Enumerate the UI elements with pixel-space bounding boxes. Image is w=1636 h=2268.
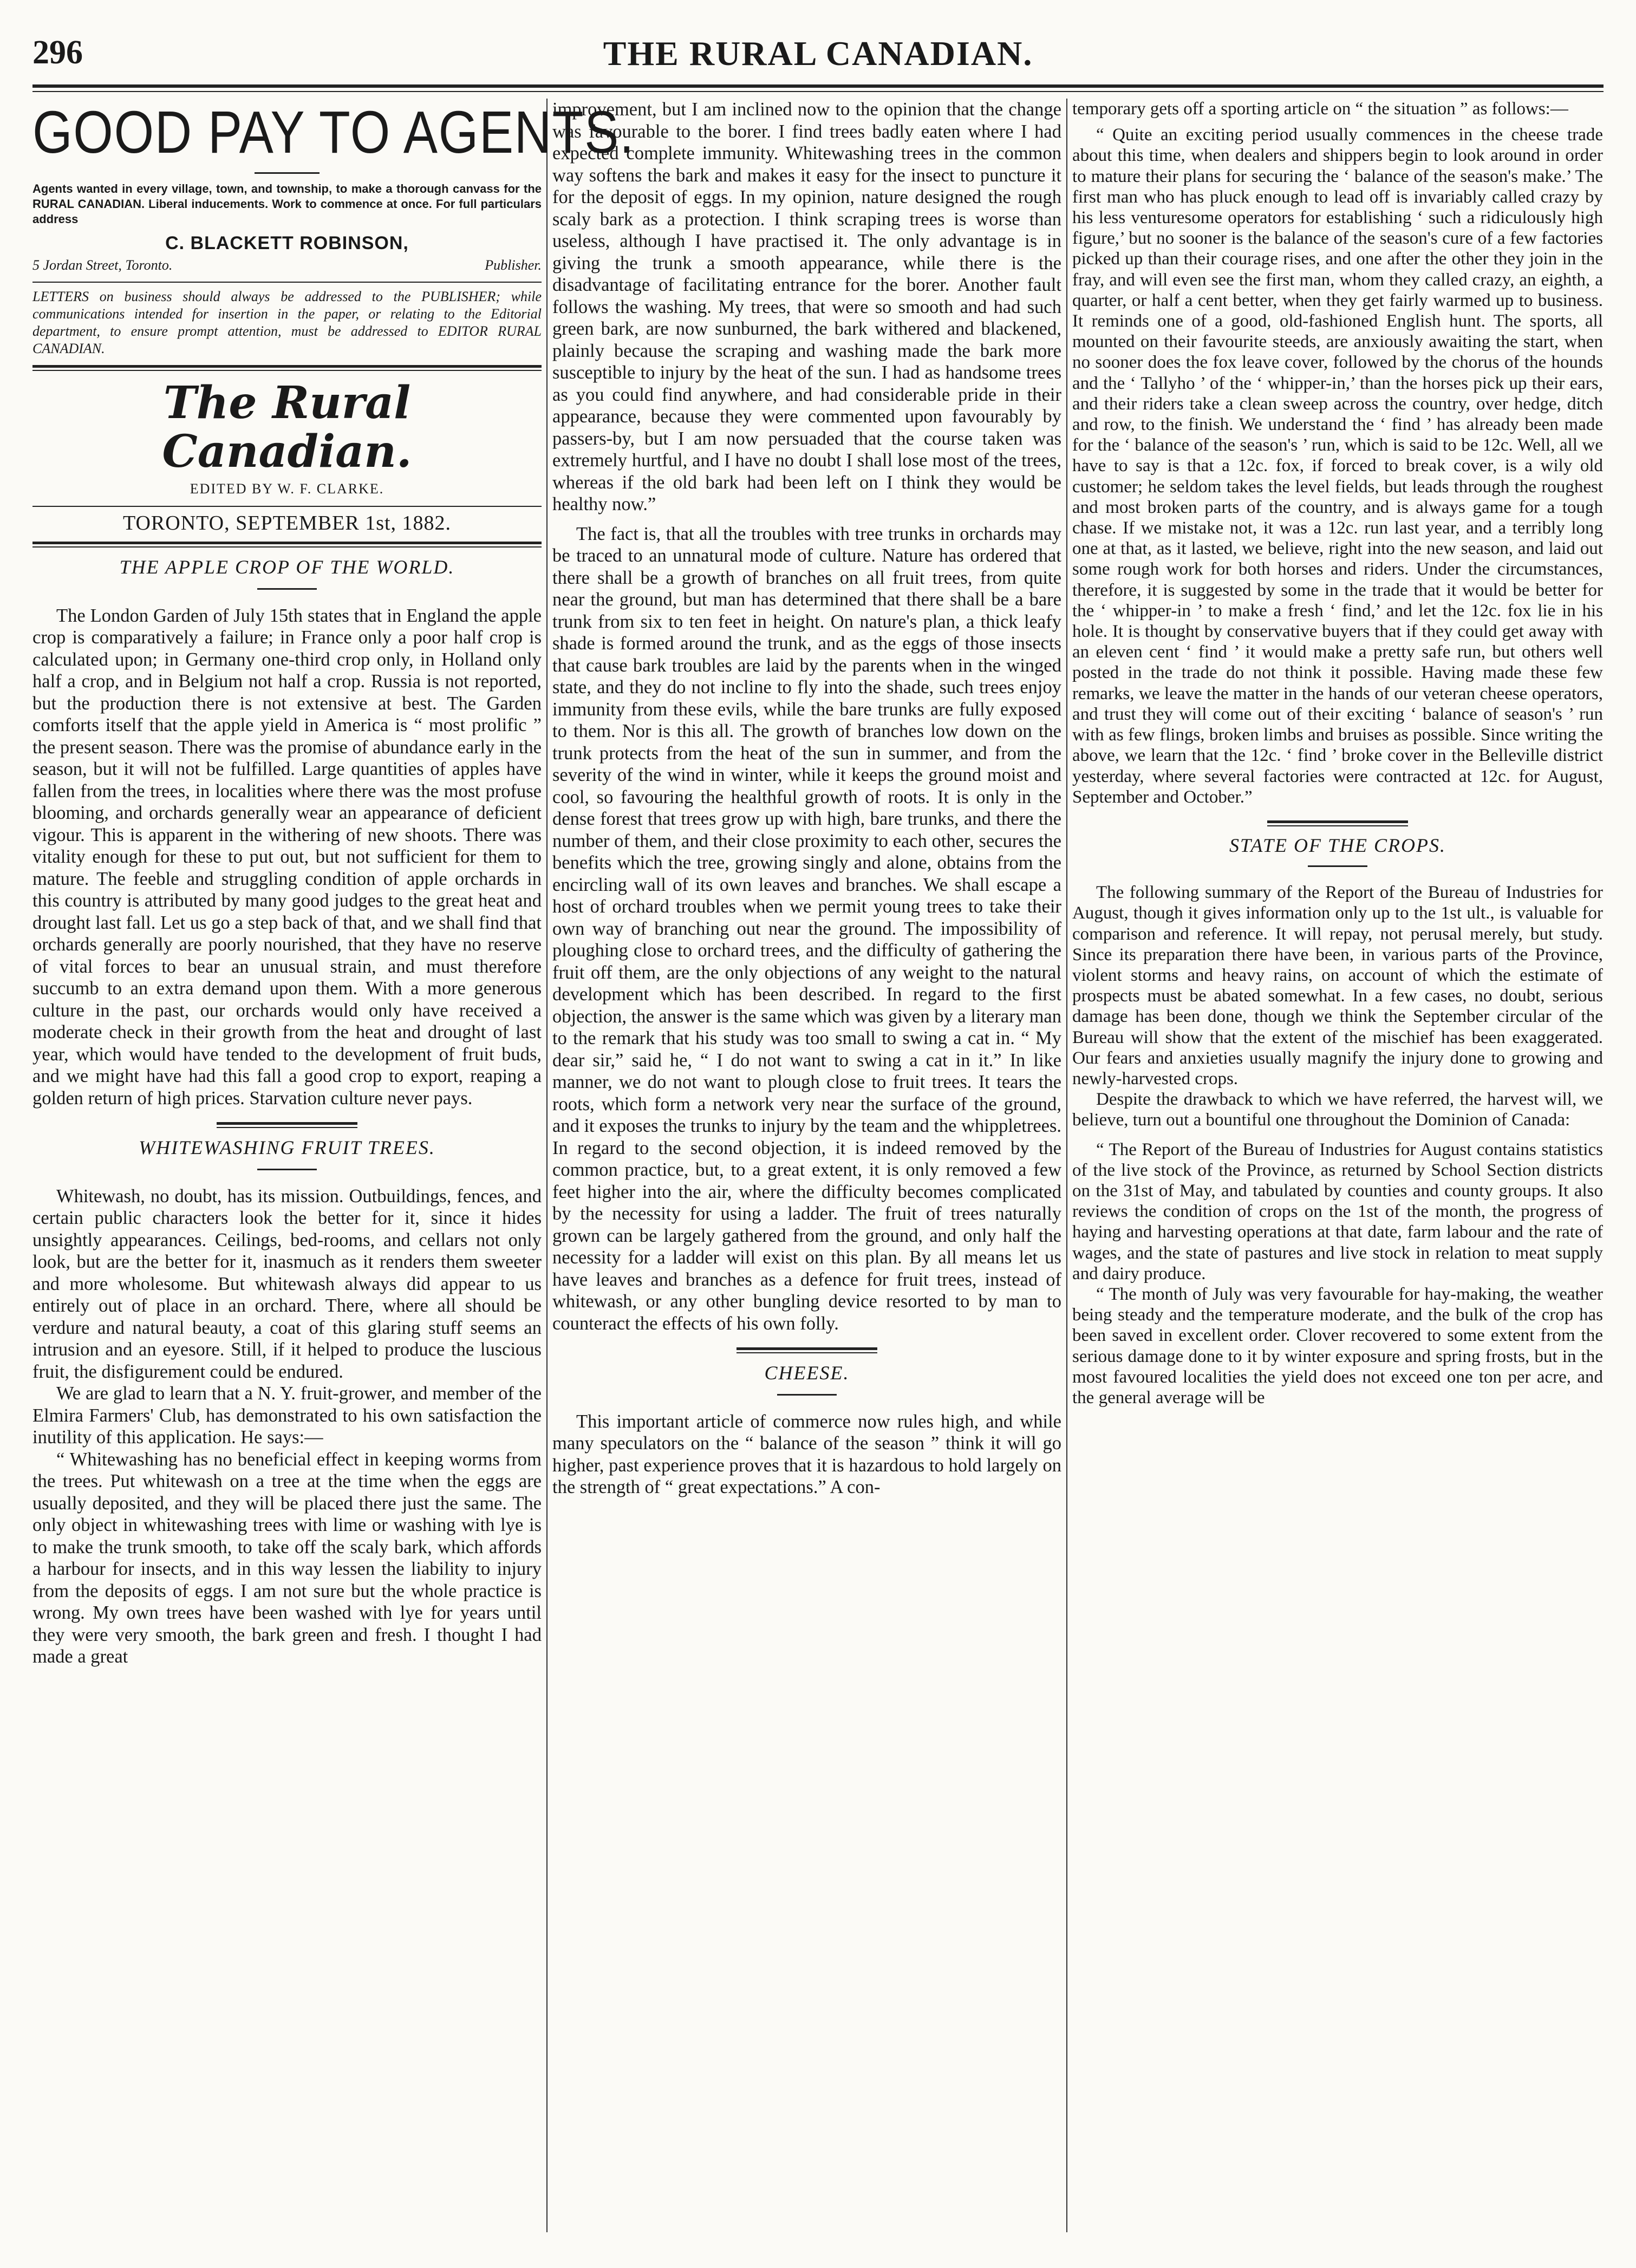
header-rule (32, 84, 1604, 92)
column-2 (552, 99, 1061, 2232)
whitewash-paragraph-3: “ Whitewashing has no beneficial effect in keeping worms from the trees. Put whitewash on a tree at the time when the eggs are usually deposited, and they will be placed there just the same. The only object in whitewashing trees with lime or washing with lye is to make the trunk smooth, to take off the scaly bark, which affords a harbour for insects, and in this way lessen the liability to injury from the deposits of eggs. I am not sure but the whole practice is wrong. My own trees have been washed with lye for years until they were very smooth, the bark green and fresh. I thought I had made a great (32, 1449, 542, 1667)
divider (32, 365, 542, 371)
crops-paragraph-3: “ The Report of the Bureau of Industries for August contains statistics of the live stock of the Province, as returned by School Section districts on the 31st of May, and tabulated by counties and county groups. It also reviews the condition of crops on the 1st of the month, the progress of haying and harvesting operations at that date, farm labour and the rate of wages, and the state of pastures and live stock in relation to meat supply and dairy produce. (1072, 1139, 1603, 1283)
crops-paragraph-2: Despite the drawback to which we have referred, the harvest will, we believe, turn out a bountiful one throughout the Dominion of Canada: (1072, 1090, 1603, 1130)
columns (32, 99, 1603, 2232)
divider (32, 542, 542, 548)
edited-by: EDITED BY W. F. CLARKE. (190, 481, 384, 497)
publisher-role: Publisher. (485, 257, 542, 273)
whitewash-continued: improvement, but I am inclined now to the opinion that the change was favourable to the borer. I find trees badly eaten where I had expected complete immunity. Whitewashing trees in the common way softens the bark and makes it easy for the insect to puncture it for the deposit of eggs. In my opinion, nature designed the rough scaly bark as a protection. I think scraping trees is worse than useless, although I have practised it. The only advantage is in giving the trunk a smooth appearance, while there is the disadvantage of facilitating entrance for the borer. Another fault follows the washing. My trees, that were so smooth and had such green bark, are now sunburned, the bark withered and blackened, plainly because the scraping and washing made the bark more susceptible to injury by the heat of the sun. I had as handsome trees as you could find anywhere, and had considerable pride in their appearance, because they were commented upon favourably by passers-by, but I am now persuaded that the course taken was extremely hurtful, and I have no doubt I shall lose most of the trees, whereas if the old bark had been left on I think they would be healthy now.” (552, 99, 1061, 514)
column-rule (1066, 99, 1067, 2232)
crops-paragraph-4: “ The month of July was very favourable for hay-making, the weather being steady and the temperature moderate, and the bulk of the crop has been saved in excellent order. Clover recovered to some extent from the serious damage done to it by winter exposure and spring frosts, but in the most favoured localities the yield does not exceed one ton per acre, and the general average will be (1072, 1284, 1603, 1407)
column-3 (1072, 99, 1603, 2232)
ad-rule (255, 172, 320, 174)
section-divider (1267, 820, 1408, 826)
publisher-name: C. BLACKETT ROBINSON, (165, 233, 409, 253)
section-rule (777, 1394, 837, 1396)
apple-crop-paragraph: The London Garden of July 15th states that in England the apple crop is comparatively a failure; in France only a poor half crop is calculated upon; in Germany one-third crop only, in Holland only half a crop, and in Belgium not half a crop. Russia is not reported, but the production there is not extensive at best. The Garden comforts itself that the apple yield in America is “ most prolific ” the present season. There was the promise of abundance early in the season, but it will not be fulfilled. Large quantities of apples have fallen from the trees, in localities where there was the most profuse blooming, and orchards generally wear an appearance of deficient vigour. This is apparent in the withering of new shoots. There was vitality enough for these to put out, but not sufficient for them to mature. The feeble and struggling condition of apple orchards in this country is attributed by many good judges to the great heat and drought last fall. Let us go a step back of that, and we shall find that orchards generally are poorly nourished, that they have no reserve of vital forces to bear an unusual strain, and must therefore succumb to an extra demand upon them. With a more generous culture in the past, our orchards would only have received a moderate check in their growth from the heat and drought of last year, which would have tended to the development of fruit buds, and we might have had this fall a good crop to export, reaping a golden return of high prices. Starvation culture never pays. (32, 605, 542, 1109)
divider (32, 282, 542, 283)
letters-note: LETTERS on business should always be addressed to the PUBLISHER; while communications intended for insertion in the paper, or relating to the Editorial department, to ensure prompt attention, must be addressed to EDITOR RURAL CANADIAN. (32, 289, 542, 356)
publisher-address-line (32, 255, 542, 277)
page-number: 296 (32, 34, 83, 71)
masthead-title: The Rural Canadian. (162, 377, 412, 478)
ad-text: Agents wanted in every village, town, and township, to make a thorough canvass for the RURAL CANADIAN. Liberal inducements. Work to commence at once. For full particulars address (32, 182, 542, 226)
crops-title: STATE OF THE CROPS. (1229, 834, 1446, 856)
divider (32, 506, 542, 507)
cheese-title: CHEESE. (764, 1362, 850, 1384)
publisher-address: 5 Jordan Street, Toronto. (32, 257, 173, 273)
cheese-paragraph: This important article of commerce now rules high, and while many speculators on the “ balance of the season ” think it will go higher, past experience proves that it is hazardous to hold largely on the strength of “ great expectations.” A con- (552, 1411, 1061, 1497)
running-title: THE RURAL CANADIAN. (603, 34, 1033, 73)
whitewash-paragraph-2: We are glad to learn that a N. Y. fruit-grower, and member of the Elmira Farmers' Club, has demonstrated to his own satisfaction the inutility of this application. He says:— (32, 1383, 542, 1448)
column-rule (546, 99, 547, 2232)
section-rule (1308, 865, 1367, 867)
cheese-quote: “ Quite an exciting period usually commences in the cheese trade about this time, when dealers and shippers begin to look around in order to mature their plans for securing the ‘ balance of the season's make.’ The first man who has pluck enough to lead off is invariably called crazy by his less venturesome operators for establishing ‘ such a ridiculously high figure,’ but no sooner is the balance of the season's cure of a few factories picked up than their courage rises, and one after the other they join in the fray, and will even see the first man, whom they called crazy, an eighth, a quarter, or half a cent better, when they get fairly warmed up to business. It reminds one of a good, old-fashioned English hunt. The sports, all mounted on their favourite steeds, are anxiously awaiting the start, when no sooner does the fox leave cover, followed by the chorus of the hounds and the ‘ Tallyho ’ of the ‘ whipper-in,’ than the horses pick up their ears, and their riders take a clean sweep across the country, over hedge, ditch and row, to the finish. We understand the ‘ find ’ has already been made for the ‘ balance of the season's ’ run, which is said to be 12c. Well, all we have to say is that a 12c. fox, if forced to break cover, is a wily old customer; he seldom takes the level fields, but leads through the roughest and most broken parts of the country, and is always game for a tough chase. If we mistake not, it was a 12c. run last year, and a terribly long one at that, as it lasted, we believe, right into the new season, and laid out some rough work for both horses and riders. Under the circumstances, therefore, it is suggested by some in the trade that it would be better for the ‘ whipper-in ’ to make a fresh ‘ find,’ and let the 12c. fox lie in his hole. It is thought by conservative buyers that if they could get away with an eleven cent ‘ find ’ it would make a pretty safe run, but others well posted in the trade do not think it possible. Having made these few remarks, we leave the matter in the hands of our veteran cheese operators, and trust they will come out of their exciting ‘ balance of season's ’ run with as few flings, broken limbs and bruises as possible. Since writing the above, we learn that the 12c. ‘ find ’ broke cover in the Belleville district yesterday, where several factories were contracted at 12c. for August, September and October.” (1072, 125, 1603, 807)
cheese-continued: temporary gets off a sporting article on “ the situation ” as follows:— (1072, 99, 1568, 119)
dateline: TORONTO, SEPTEMBER 1st, 1882. (122, 511, 452, 535)
fact-paragraph: The fact is, that all the troubles with tree trunks in orchards may be traced to an unnatural mode of culture. Nature has ordered that there shall be a growth of branches on all fruit trees, from quite near the ground, but man has determined that there shall be a bare trunk from six to ten feet in height. On nature's plan, a thick leafy shade is formed around the trunk, and as the eggs of those insects that cause bark troubles are laid by the parents when in the winged state, and they do not incline to fly into the shade, such trees enjoy immunity from these evils, while the bare trunks are fully exposed to them. Nor is this all. The growth of branches low down on the trunk protects from the heat of the sun in summer, and from the severity of the wind in winter, while it keeps the ground moist and cool, so favouring the healthful growth of roots. It is only in the dense forest that trees grow up with high, bare trunks, and there the number of them, and their close proximity to each other, secures the benefits which the tree, growing singly and alone, obtains from the encircling wall of its own leaves and branches. We shall escape a host of orchard troubles when we permit young trees to take their own way of branching out near the ground. The impossibility of ploughing close to orchard trees, and the difficulty of gathering the fruit off them, are the only objections of any weight to the natural development which has been described. In regard to the first objection, the answer is the same which was given by a literary man to the remark that his study was too small to swing a cat in. “ My dear sir,” said he, “ I do not want to swing a cat in it.” In like manner, we do not want to plough close to fruit trees. It tears the roots, which form a network very near the surface of the ground, and it exposes the trunks to injury by the team and the whippletrees. In regard to the second objection, it is indeed removed by the common practice, but, to a great extent, it is only removed a few feet higher into the air, where the difficulty becomes complicated by the necessity for using a ladder. The fruit of trees naturally grown can be largely gathered from the ground, and only half the necessity for a ladder will exist on this plan. By all means let us have leaves and branches as a defence for fruit trees, instead of whitewash, or any other bungling device resorted to by man to counteract the effects of his own folly. (552, 523, 1061, 1334)
section-divider (736, 1347, 877, 1353)
whitewash-paragraph-1: Whitewash, no doubt, has its mission. Outbuildings, fences, and certain public characters look the better for it, since it hides unsightly appearances. Ceilings, bed-rooms, and cellars not only look, but are the better for it, inasmuch as it renders them sweeter and more wholesome. But whitewash always did appear to us entirely out of place in an orchard. There, where all should be verdure and natural beauty, a coat of this glaring stuff seems an intrusion and an eyesore. Still, if it helped to produce the luscious fruit, the disfigurement could be endured. (32, 1185, 542, 1382)
section-rule (257, 588, 317, 590)
column-1 (32, 99, 635, 2232)
ad-title: GOOD PAY TO AGENTS. (32, 99, 635, 166)
crops-paragraph-1: The following summary of the Report of the Bureau of Industries for August, though it gives information only up to the 1st ult., is valuable for comparison and reference. It will repay, not perusal merely, but study. Since its preparation there have been, in various parts of the Province, violent storms and heavy rains, on account of which the estimate of prospects must be abated somewhat. In a few cases, no doubt, serious damage has been done, though we think the September circular of the Bureau will show that the extent of the mischief has been exaggerated. Our fears and anxieties usually magnify the injury done to growing and newly-harvested crops. (1072, 883, 1603, 1089)
section-rule (257, 1169, 317, 1170)
section-divider (217, 1122, 357, 1128)
apple-crop-title: THE APPLE CROP OF THE WORLD. (119, 556, 455, 578)
whitewash-title: WHITEWASHING FRUIT TREES. (139, 1137, 435, 1158)
